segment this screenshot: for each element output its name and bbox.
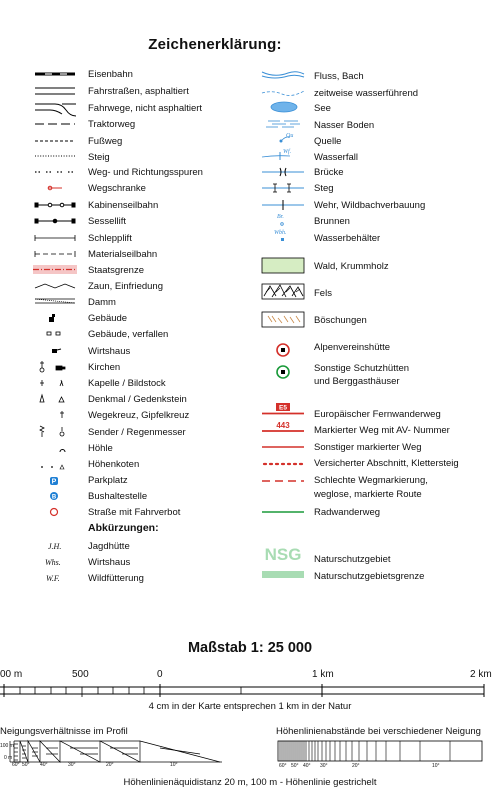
slope-degree: 10° xyxy=(170,762,178,768)
contour-degree: 10° xyxy=(432,763,440,769)
legend-label: Traktorweg xyxy=(88,119,136,130)
state-border-symbol xyxy=(33,265,77,274)
rock-symbol xyxy=(262,284,304,299)
unpaved-road-symbol xyxy=(35,104,76,116)
wayside-cross-symbol xyxy=(60,411,64,418)
lake-symbol xyxy=(271,102,297,112)
nsg-text: NSG xyxy=(264,545,302,564)
svg-text:P: P xyxy=(51,478,57,486)
abbreviation: W.F. xyxy=(46,574,60,583)
water-tank-symbol xyxy=(274,230,287,241)
legend-label: weglose, markierte Route xyxy=(314,489,422,500)
e5-text: E5 xyxy=(279,404,287,412)
cable-car-symbol xyxy=(35,203,75,207)
material-ropeway-symbol xyxy=(35,251,75,257)
waterfall-text: Wf. xyxy=(283,149,292,155)
legend-label: Quelle xyxy=(314,136,342,147)
legend-label: Markierter Weg mit AV- Nummer xyxy=(314,425,450,436)
spring-symbol xyxy=(280,133,294,143)
legend-label: Fahrstraßen, asphaltiert xyxy=(88,86,189,97)
legend-label: Damm xyxy=(88,297,116,308)
legend-label: Wald, Krummholz xyxy=(314,261,389,272)
slope-degree: 40° xyxy=(40,762,48,768)
scale-label: 00 m xyxy=(0,669,23,680)
legend-label: See xyxy=(314,103,331,114)
slope-degree: 60° xyxy=(12,762,20,768)
legend-label: Höhle xyxy=(88,443,113,454)
legend-label: Naturschutzgebietsgrenze xyxy=(314,571,425,582)
well-text: Br. xyxy=(277,214,284,220)
scale-label: 1 km xyxy=(312,669,334,680)
legend-label: Gebäude xyxy=(88,313,128,324)
paved-road-symbol xyxy=(35,88,75,94)
weir-symbol xyxy=(262,200,304,210)
building-symbol xyxy=(49,314,55,322)
contour-degree: 30° xyxy=(320,763,328,769)
church-symbol xyxy=(40,361,65,372)
contour-degree: 50° xyxy=(291,763,299,769)
inn-symbol xyxy=(52,349,61,353)
river-symbol xyxy=(262,72,304,78)
abbreviation-label: Wildfütterung xyxy=(88,573,144,584)
slope-degree: 30° xyxy=(68,762,76,768)
legend-label: Radwanderweg xyxy=(314,507,381,518)
slope-profile-diagram xyxy=(0,736,230,768)
legend-label: Sender / Regenmesser xyxy=(88,427,186,438)
scale-bar xyxy=(0,682,500,700)
bus-stop-symbol xyxy=(50,492,58,501)
slope-y-label: 100 m xyxy=(0,743,14,749)
mountain-inn-symbol xyxy=(277,366,289,378)
abbreviation: Whs. xyxy=(45,558,61,567)
slope-degree: 50° xyxy=(22,762,30,768)
wet-ground-symbol xyxy=(266,121,300,127)
legend-label: Kabinenseilbahn xyxy=(88,200,159,211)
legend-label: und Berggasthäuser xyxy=(314,376,400,387)
legend-label: Naturschutzgebiet xyxy=(314,554,391,565)
legend-label: Fahrwege, nicht asphaltiert xyxy=(88,103,203,114)
legend-label: Bushaltestelle xyxy=(88,491,148,502)
legend-label: Weg- und Richtungsspuren xyxy=(88,167,203,178)
alpine-club-hut-symbol xyxy=(277,344,289,356)
chairlift-symbol xyxy=(35,219,75,223)
legend-label: Brücke xyxy=(314,167,344,178)
scale-caption: 4 cm in der Karte entsprechen 1 km in der Natur xyxy=(148,701,352,712)
dam-symbol xyxy=(35,299,75,303)
legend-title: Zeichenerklärung: xyxy=(148,36,282,53)
scale-label: 500 xyxy=(72,669,89,680)
legend-label: Zaun, Einfriedung xyxy=(88,281,163,292)
legend-label: Wirtshaus xyxy=(88,346,131,357)
footbridge-symbol xyxy=(262,184,304,192)
av-number-text: 443 xyxy=(276,421,290,430)
legend-label: Alpenvereinshütte xyxy=(314,342,391,353)
scale-label: 0 xyxy=(157,669,163,680)
svg-text:B: B xyxy=(51,494,57,501)
legend-label: Sonstiger markierter Weg xyxy=(314,442,422,453)
slope-y-label: 0 m xyxy=(4,755,13,761)
transmitter-symbol xyxy=(40,426,64,437)
fence-symbol xyxy=(35,284,75,288)
drag-lift-symbol xyxy=(35,235,75,241)
intermittent-stream-symbol xyxy=(262,91,304,95)
marked-av-trail-symbol xyxy=(262,421,304,431)
legend-label: Nasser Boden xyxy=(314,120,375,131)
legend-label: Schlechte Wegmarkierung, xyxy=(314,475,428,486)
legend-label: Fels xyxy=(314,288,332,299)
slope-degree: 20° xyxy=(106,762,114,768)
spring-text: Qu xyxy=(286,133,294,139)
legend-label: Höhenkoten xyxy=(88,459,140,470)
embankment-symbol xyxy=(262,312,304,327)
legend-label: Eisenbahn xyxy=(88,69,133,80)
barrier-symbol xyxy=(48,186,62,190)
legend-label: Wasserbehälter xyxy=(314,233,381,244)
legend-label: Materialseilbahn xyxy=(88,249,158,260)
legend-label: Straße mit Fahrverbot xyxy=(88,507,181,518)
legend-label: Wasserfall xyxy=(314,152,358,163)
contour-degree: 40° xyxy=(303,763,311,769)
abbreviations-heading: Abkürzungen: xyxy=(88,522,159,534)
chapel-symbol xyxy=(40,380,63,386)
contour-degree: 60° xyxy=(279,763,287,769)
legend-label: Fußweg xyxy=(88,136,123,147)
legend-label: Wegschranke xyxy=(88,183,146,194)
nature-reserve-border-symbol xyxy=(262,571,304,578)
contour-degree: 20° xyxy=(352,763,360,769)
legend-label: Steg xyxy=(314,183,334,194)
legend-label: Europäischer Fernwanderweg xyxy=(314,409,441,420)
ruined-building-symbol xyxy=(47,332,60,335)
contour-interval-note: Höhenlinienäquidistanz 20 m, 100 m - Höhenlinie gestrichelt xyxy=(123,777,377,788)
slope-profile-title: Neigungsverhältnisse im Profil xyxy=(0,726,128,737)
right-symbols xyxy=(255,60,315,590)
legend-label: zeitweise wasserführend xyxy=(314,88,419,99)
european-long-distance-trail-symbol xyxy=(262,403,304,414)
well-symbol xyxy=(277,214,284,225)
monument-symbol xyxy=(40,395,64,402)
legend-label: Brunnen xyxy=(314,216,350,227)
legend-label: Schlepplift xyxy=(88,233,132,244)
abbreviation: J.H. xyxy=(48,542,62,551)
no-driving-symbol xyxy=(51,509,58,516)
scale-label: 2 km xyxy=(470,669,492,680)
bridge-symbol xyxy=(262,168,304,176)
contour-spacing-diagram xyxy=(276,738,486,764)
waterfall-symbol xyxy=(262,148,291,160)
legend-label: Wegekreuz, Gipfelkreuz xyxy=(88,410,190,421)
legend-label: Denkmal / Gedenkstein xyxy=(88,394,187,405)
spot-height-symbol xyxy=(41,465,64,469)
legend-label: Steig xyxy=(88,152,110,163)
legend-label: Kapelle / Bildstock xyxy=(88,378,166,389)
legend-label: Versicherter Abschnitt, Klettersteig xyxy=(314,458,459,469)
legend-label: Kirchen xyxy=(88,362,121,373)
legend-label: Sessellift xyxy=(88,216,127,227)
legend-label: Böschungen xyxy=(314,315,367,326)
left-symbols xyxy=(0,60,90,590)
scale-title: Maßstab 1: 25 000 xyxy=(187,640,313,656)
contour-spacing-title: Höhenlinienabstände bei verschiedener Neigung xyxy=(276,726,481,737)
legend-label: Wehr, Wildbachverbauung xyxy=(314,200,426,211)
legend-label: Fluss, Bach xyxy=(314,71,364,82)
parking-symbol xyxy=(50,477,58,486)
cave-symbol xyxy=(60,450,65,453)
legend-label: Sonstige Schutzhütten xyxy=(314,363,410,374)
forest-symbol xyxy=(262,258,304,273)
abbreviation-label: Jagdhütte xyxy=(88,541,130,552)
legend-label: Parkplatz xyxy=(88,475,128,486)
abbreviation-label: Wirtshaus xyxy=(88,557,131,568)
legend-label: Gebäude, verfallen xyxy=(88,329,169,340)
water-tank-text: Wbh. xyxy=(274,230,287,236)
legend-label: Staatsgrenze xyxy=(88,265,144,276)
